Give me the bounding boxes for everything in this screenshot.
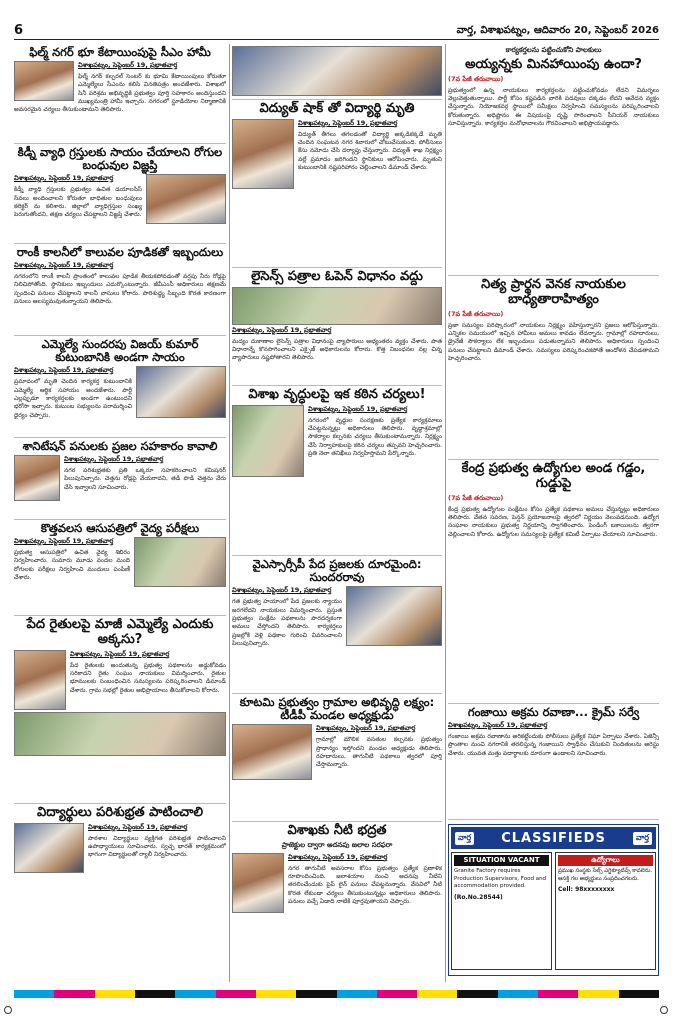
news-story [14,44,226,144]
news-story [14,144,226,244]
story-body: కేంద్ర ప్రభుత్వ ఉద్యోగుల సంక్షేమం కోసం ప్రత్యేక పథకాలు అమలు చేస్తున్నట్లు అధికారులు తెలిపారు. వేతన సవరణ, పెన్షన్ ప్రయోజనాలపై త్వరలో నిర్ణయం వెలువడనుంది. ఉద్యోగ సంఘాల నాయకులు ప్రభుత్వ నిర్ణయాన్ని స్వాగతించారు. పెండింగ్ బకాయిలను త్వరగా చెల్లించాలని కోరారు. ఉద్యోగుల సమస్యలపై ప్రత్యేక కమిటీ ఏర్పాటు చేయాలని సూచించారు. [448,505,659,538]
classifieds-body [451,852,656,970]
story-body: నగరంలోని రాంకీ కాలనీ ప్రాంతంలో కాలువల పూడిక తీయకపోవడంతో వర్షపు నీరు రోడ్లపై నిలిచిపోతోంది. స్థానికులు ఇబ్బందులు ఎదుర్కొంటున్నారు. జీవీఎంసీ అధికారులు తక్షణమే స్పందించి పనులు చేపట్టాలని కాలనీ వాసులు కోరారు. పారిశుద్ధ్య సిబ్బంది కొరత కారణంగా పనులు ఆలస్యమవుతున్నాయని తెలిపారు. [14,273,226,306]
news-story [448,704,659,820]
masthead [14,24,659,40]
story-dateline: విశాఖపట్నం, సెప్టెంబర్ 19, ప్రభాతవార్త [14,174,114,183]
story-dateline: విశాఖపట్నం, సెప్టెంబర్ 19, ప్రభాతవార్త [14,366,114,375]
story-body: ప్రభుత్వ ఆసుపత్రిలో ఉచిత వైద్య శిబిరం నిర్వహించారు. సుమారు మూడు వందల మంది రోగులకు పరీక్షలు నిర్వహించి మందులు పంపిణీ చేశారు. [14,549,130,582]
listing-heading: SITUATION VACANT [454,855,549,866]
news-story [232,100,442,268]
story-headline: విశాఖకు నీటి భద్రత [287,823,387,838]
story-photo [232,46,442,96]
newspaper-logo: వార్త [455,832,474,845]
story-headline: విశాఖ వృద్ధులపై ఇక కఠిన చర్యలు! [248,387,426,402]
registration-mark-icon [4,1006,12,1014]
story-dateline: విశాఖపట్నం, సెప్టెంబర్ 19, ప్రభాతవార్త [64,455,164,464]
print-color-bar [14,990,659,998]
news-story [232,822,442,978]
story-body: గత ప్రభుత్వ హయాంలో పేద ప్రజలకు న్యాయం జరగలేదని నాయకులు విమర్శించారు. ప్రస్తుత ప్రభుత్వం సంక్షేమ పథకాలను పారదర్శకంగా అమలు చేస్తోందని తెలిపారు. కార్యకర్తలు ప్రజల్లోకి వెళ్లి పథకాల గురించి వివరించాలని పిలుపునిచ్చారు. [232,598,342,647]
story-dateline: విశాఖపట్నం, సెప్టెంబర్ 19, ప్రభాతవార్త [448,721,548,730]
story-photo [232,724,312,780]
story-continued: (7వ పేజీ తరువాయి) [448,74,504,83]
story-continued: (7వ పేజీ తరువాయి) [448,309,504,318]
story-photo [14,823,84,873]
classifieds-ad [448,824,659,976]
news-story [14,336,226,438]
story-body: నగర తాగునీటి అవసరాల కోసం ప్రభుత్వం ప్రత్యేక ప్రణాళిక రూపొందించింది. జలాశయాల నుంచి అదనపు నీటిని తరలించేందుకు పైప్ లైన్ పనులు చేపట్టనున్నారు. వేసవిలో నీటి కొరత లేకుండా చర్యలు తీసుకుంటున్నట్లు అధికారులు తెలిపారు. పనులు వచ్చే ఏడాది నాటికి పూర్తవుతాయని చెప్పారు. [288,864,442,905]
classifieds-title: CLASSIFIEDS [501,830,606,846]
story-headline: అయ్యన్నకు మినహాయింపు ఉందా? [465,57,642,72]
news-story [232,386,442,556]
story-body: నగరంలో వృద్ధుల సంరక్షణకు ప్రత్యేక కార్యక్రమాలు చేపట్టనున్నట్లు అధికారులు తెలిపారు. వృద్ధాశ్రమాల్లో సౌకర్యాల కల్పనకు చర్యలు తీసుకుంటామన్నారు. నిర్లక్ష్యం చేసే నిర్వాహకులపై కఠిన చర్యలు తప్పవని హెచ్చరించారు. ప్రతి నెలా తనిఖీలు నిర్వహిస్తామని పేర్కొన్నారు. [308,416,442,457]
story-dateline: విశాఖపట్నం, సెప్టెంబర్ 19, ప్రభాతవార్త [298,118,398,127]
story-body: ప్రభుత్వంలో ఉన్న నాయకులు కార్యకర్తలను పట్టించుకోవడం లేదని విమర్శలు వెల్లువెత్తుతున్నాయి. పార్టీ కోసం కష్టపడిన వారికి పదవులు దక్కడం లేదని ఆవేదన వ్యక్తం చేస్తున్నారు. నియోజకవర్గ స్థాయిలో సమీక్షలు నిర్వహించి సమస్యలను పరిష్కరించాలని కోరుతున్నారు. అధిష్టానం ఈ విషయంపై దృష్టి సారించాలని సీనియర్ నాయకులు సూచిస్తున్నారు. కార్యకర్తల మనోభావాలను గౌరవించాలని అభిప్రాయపడ్డారు. [448,86,659,127]
classifieds-header [451,827,656,849]
news-story [14,244,226,336]
column-divider [445,44,446,982]
middle-column [232,44,442,982]
story-body: పాఠశాల విద్యార్థులు వ్యక్తిగత పరిశుభ్రత పాటించాలని ఉపాధ్యాయులు సూచించారు. స్వచ్ఛ భారత్ కార్యక్రమంలో భాగంగా విద్యార్థులతో ర్యాలీ నిర్వహించారు. [88,834,226,859]
story-photo [136,366,226,418]
listing-heading: ఉద్యోగాలు [558,855,653,866]
story-photo [232,119,294,189]
newspaper-logo: వార్త [633,832,652,845]
news-story [232,268,442,386]
story-photo [14,61,74,101]
story-headline: ఎమ్మెల్యే సుందరపు విజయ్ కుమార్ కుటుంబానికి అండగా సాయం [41,337,199,365]
listing-contact: Cell: 98xxxxxxxx [558,886,615,894]
story-headline: లైసెన్స్ పత్రాల ఓపెన్ విధానం వద్దు [251,269,423,284]
story-body: నగర పరిశుభ్రతకు ప్రతి ఒక్కరూ సహకరించాలని కమిషనర్ పిలుపునిచ్చారు. చెత్తను రోడ్లపై వేయరాదని, తడి పొడి చెత్తను వేరు చేసి ఇవ్వాలని సూచించారు. [64,467,226,491]
story-headline: విద్యార్థులు పరిశుభ్రత పాటించాలి [36,805,204,820]
story-subhead: ప్రాజెక్టుల ద్వారా అదనపు జలాల సరఫరా [281,840,393,849]
story-headline: కూటమి ప్రభుత్వం గ్రామాల అభివృద్ధి లక్ష్యం: టీడీపీ మండల అధ్యక్షుడు [239,695,435,723]
news-story [448,44,659,276]
story-body: ప్రజా సమస్యల పరిష్కారంలో నాయకులు నిర్లక్ష్యం వహిస్తున్నారని ప్రజలు ఆరోపిస్తున్నారు. ఎన్నికల సమయంలో ఇచ్చిన హామీలు అమలు కావడం లేదన్నారు. గ్రామాల్లో రహదారులు, డ్రైనేజీ సౌకర్యాలు లేక ఇబ్బందులు పడుతున్నామని తెలిపారు. అధికారులు స్పందించి పనులు చేపట్టాలని డిమాండ్ చేశారు. సమస్యలు పరిష్కరించకపోతే ఆందోళన చేపడతామని హెచ్చరించారు. [448,321,659,362]
story-headline: కొత్తవలస ఆసుపత్రిలో వైద్య పరీక్షలు [40,521,200,535]
story-headline: కేంద్ర ప్రభుత్వ ఉద్యోగుల అండ గడ్డం, గుడ్డుపై [461,461,646,491]
story-dateline: విశాఖపట్నం, సెప్టెంబర్ 19, ప్రభాతవార్త [14,537,114,546]
story-headline: శానిటేషన్ పనులకు ప్రజల సహకారం కావాలి [22,439,218,453]
news-story [232,44,442,100]
story-dateline: విశాఖపట్నం, సెప్టెంబర్ 19, ప్రభాతవార్త [232,325,332,334]
story-dateline: విశాఖపట్నం, సెప్టెంబర్ 19, ప్రభాతవార్త [232,586,332,595]
story-photo [14,712,226,756]
story-dateline: విశాఖపట్నం, సెప్టెంబర్ 19, ప్రభాతవార్త [288,852,388,861]
news-story [14,804,226,978]
story-body: ప్రమాదంలో మృతి చెందిన కార్యకర్త కుటుంబానికి ఎమ్మెల్యే ఆర్థిక సహాయం అందజేశారు. పార్టీ ఎల్లప్పుడూ కార్యకర్తలకు అండగా ఉంటుందని భరోసా ఇచ్చారు. కుటుంబ సభ్యులను పరామర్శించి ధైర్యం చెప్పారు. [14,378,132,419]
story-photo [232,405,304,477]
story-body: పేద రైతులకు అందుతున్న ప్రభుత్వ పథకాలను అడ్డుకోవడం సరికాదని రైతు సంఘం నాయకులు విమర్శించారు. రైతుల భూములకు సంబంధించిన సమస్యలను పరిష్కరించాలని డిమాండ్ చేశారు. గ్రామ సభల్లో రైతుల అభిప్రాయాలు తీసుకోవాలని కోరారు. [70,661,226,694]
news-story [14,616,226,804]
story-photo [134,537,226,587]
story-body: గంజాయి అక్రమ రవాణాను అరికట్టేందుకు పోలీసులు ప్రత్యేక నిఘా ఏర్పాటు చేశారు. ఏజెన్సీ ప్రాంతాల నుంచి నగరానికి తరలిస్తున్న గంజాయిని స్వాధీనం చేసుకుని నిందితులను అరెస్టు చేశారు. యువత మత్తు పదార్థాలకు దూరంగా ఉండాలని సూచించారు. [448,733,659,757]
story-body: కిడ్నీ వ్యాధి గ్రస్తులకు ప్రభుత్వం ఉచిత డయాలసిస్ సేవలు అందించాలని కోరుతూ బాధితుల బంధువులు కలెక్టర్ ను కలిశారు. జిల్లాలో వ్యాధిగ్రస్తుల సంఖ్య పెరుగుతోందని, తక్షణ చర్యలు చేపట్టాలని విజ్ఞప్తి చేశారు. [14,186,142,219]
story-photo [232,853,284,913]
story-headline: కిడ్నీ వ్యాధి గ్రస్తులకు సాయం చేయాలని రోగుల బంధువుల విజ్ఞప్తి [17,145,223,173]
story-headline: వైఎస్సార్సీపీ పేద ప్రజలకు దూరమైంది: సుందరరావు [252,557,422,585]
story-dateline: విశాఖపట్నం, సెప్టెంబర్ 19, ప్రభాతవార్త [78,61,178,70]
story-headline: గంజాయి అక్రమ రవాణా... క్రైమ్ సర్వే [467,705,640,719]
story-headline: ఫిల్మ్ నగర్ భూ కేటాయింపుపై సీఎం హామీ [29,45,211,59]
news-story [448,460,659,704]
story-dateline: విశాఖపట్నం, సెప్టెంబర్ 19, ప్రభాతవార్త [70,649,170,658]
page-number: 6 [14,23,24,38]
column-divider [229,44,230,982]
news-story [14,520,226,616]
news-story [14,438,226,520]
classified-listing [451,852,552,970]
news-story [232,694,442,822]
story-dateline: విశాఖపట్నం, సెప్టెంబర్ 19, ప్రభాతవార్త [88,822,188,831]
listing-text: Granite Factory requires Production Supervisors, Food and accommodation provided. [454,868,547,890]
right-column [448,44,659,982]
story-photo [346,586,442,646]
classified-listing [555,852,656,970]
story-body: మద్యం దుకాణాల లైసెన్స్ పత్రాల విధానంపై వ్యాపారులు అభ్యంతరం వ్యక్తం చేశారు. పాత విధానాన్నే కొనసాగించాలని ఎక్సైజ్ అధికారులను కోరారు. కొత్త నిబంధనల వల్ల చిన్న వ్యాపారులు నష్టపోతారని తెలిపారు. [232,337,442,362]
listing-text: ప్రముఖ సంస్థకు సేల్స్ ఎగ్జిక్యూటివ్స్ కావలెను. ఆసక్తి గల అభ్యర్థులు సంప్రదించగలరు. [558,868,653,882]
story-headline: రాంకీ కాలనీలో కాలువల పూడికతో ఇబ్బందులు [16,245,224,259]
story-photo [146,174,226,224]
story-continued: (7వ పేజీ తరువాయి) [448,493,504,502]
story-photo [14,650,66,710]
story-dateline: విశాఖపట్నం, సెప్టెంబర్ 19, ప్రభాతవార్త [14,261,114,270]
story-headline: పేద రైతులపై మాజీ ఎమ్మెల్యే ఎందుకు అక్కసు? [26,617,214,647]
news-story [448,276,659,460]
story-kicker: కార్యకర్తలను పట్టించుకోని పాలకులు [505,46,602,54]
story-dateline: విశాఖపట్నం, సెప్టెంబర్ 19, ప్రభాతవార్త [316,724,416,733]
story-body: ఫిల్మ్ నగర్ కల్చరల్ సెంటర్ కు భూమి కేటాయింపులు కోరుతూ ఎమ్మెల్యేలు సీఎంను కలిసి వినతిపత్రం అందజేశారు. విశాఖలో సినీ పరిశ్రమ అభివృద్ధికి ప్రభుత్వం పూర్తి సహకారం అందిస్తుందని ముఖ్యమంత్రి హామీ ఇచ్చారు. నగరంలో స్టూడియోల నిర్మాణానికి అవసరమైన చర్యలు తీసుకుంటామని తెలిపారు. [14,73,226,114]
registration-mark-icon [660,1006,668,1014]
story-dateline: విశాఖపట్నం, సెప్టెంబర్ 19, ప్రభాతవార్త [308,404,408,413]
story-headline: విద్యుత్ షాక్ తో విద్యార్థి మృతి [259,101,415,116]
story-body: గ్రామాల్లో మౌలిక వసతుల కల్పనకు ప్రభుత్వం ప్రాధాన్యం ఇస్తోందని మండల అధ్యక్షుడు తెలిపారు. రహదారులు, తాగునీటి పథకాలు త్వరలో పూర్తి చేస్తామన్నారు. [316,736,442,769]
story-body: విద్యుత్ తీగలు తగలడంతో విద్యార్థి అక్కడికక్కడే మృతి చెందిన సంఘటన నగర శివారులో చోటుచేసుకుంది. పోలీసులు కేసు నమోదు చేసి దర్యాప్తు చేస్తున్నారు. విద్యుత్ శాఖ నిర్లక్ష్యం వల్లే ప్రమాదం జరిగిందని స్థానికులు ఆరోపించారు. మృతుని కుటుంబానికి నష్టపరిహారం చెల్లించాలని డిమాండ్ చేశారు. [298,130,442,171]
story-photo [14,455,60,501]
story-headline: నిత్య ప్రార్థన వెనక నాయకుల బాధ్యతారాహిత్యం [481,277,626,307]
listing-contact: (Ro.No.28544) [454,893,503,901]
edition-line: వార్త, విశాఖపట్నం, ఆదివారం 20, సెప్టెంబర్ 2026 [456,24,659,36]
story-photo [232,287,442,325]
news-story [232,556,442,694]
left-column [14,44,226,982]
